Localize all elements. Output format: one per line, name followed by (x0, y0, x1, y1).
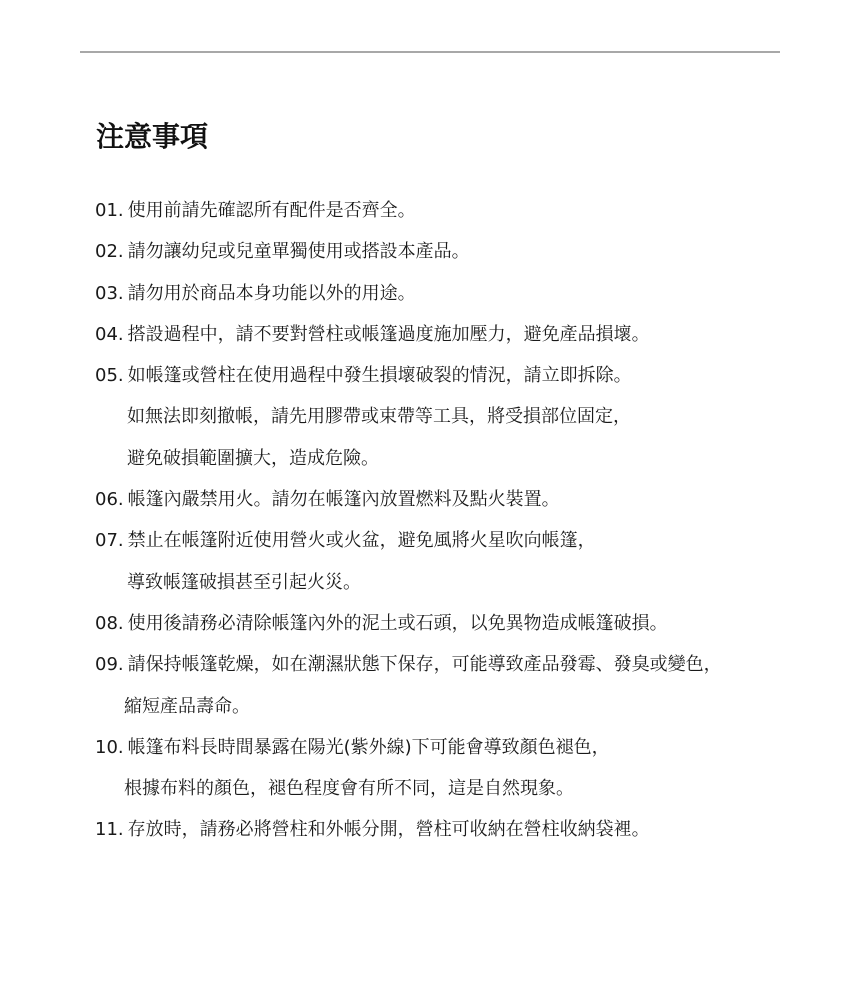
note-04 (95, 319, 785, 360)
note-09-continuation (95, 691, 785, 732)
note-11 (95, 814, 785, 855)
note-text: 請勿用於商品本身功能以外的用途。 (127, 282, 416, 304)
note-text: 縮短產品壽命。 (124, 695, 250, 717)
note-text: 如帳篷或營柱在使用過程中發生損壞破裂的情況，請立即拆除。 (127, 365, 632, 387)
note-number: 01. (95, 200, 124, 221)
note-08 (95, 608, 785, 649)
note-number: 11. (95, 819, 124, 841)
note-number: 10. (95, 736, 124, 758)
note-07-continuation (95, 567, 785, 608)
note-02 (95, 236, 785, 277)
note-06 (95, 484, 785, 525)
note-text: 存放時，請務必將營柱和外帳分開，營柱可收納在營柱收納袋裡。 (127, 819, 650, 841)
note-text: 禁止在帳篷附近使用營火或火盆，避免風將火星吹向帳篷， (127, 530, 596, 552)
note-05 (95, 360, 785, 401)
note-text: 帳篷布料長時間暴露在陽光(紫外線)下可能會導致顏色褪色， (127, 736, 610, 758)
note-text: 導致帳篷破損甚至引起火災。 (127, 571, 361, 593)
note-text: 根據布料的顏色，褪色程度會有所不同，這是自然現象。 (124, 778, 574, 800)
note-05-continuation (95, 401, 785, 442)
note-10-continuation (95, 773, 785, 814)
top-divider (80, 51, 780, 53)
note-text: 請保持帳篷乾燥，如在潮濕狀態下保存，可能導致產品發霉、發臭或變色， (127, 654, 722, 676)
note-number: 07. (95, 530, 124, 552)
note-number: 08. (95, 612, 124, 634)
note-03 (95, 278, 785, 319)
note-01 (95, 195, 785, 236)
note-09 (95, 649, 785, 690)
note-text: 搭設過程中，請不要對營柱或帳篷過度施加壓力，避免產品損壞。 (127, 323, 650, 345)
note-text: 避免破損範圍擴大，造成危險。 (127, 447, 379, 469)
note-number: 03. (95, 282, 124, 304)
note-text: 使用前請先確認所有配件是否齊全。 (127, 200, 416, 221)
note-text: 使用後請務必清除帳篷內外的泥土或石頭，以免異物造成帳篷破損。 (127, 612, 668, 634)
note-number: 02. (95, 241, 124, 263)
note-05-continuation (95, 443, 785, 484)
note-number: 04. (95, 323, 124, 345)
note-text: 請勿讓幼兒或兒童單獨使用或搭設本產品。 (127, 241, 470, 263)
note-number: 06. (95, 489, 124, 511)
page-title: 注意事項 (96, 120, 209, 153)
note-text: 帳篷內嚴禁用火。請勿在帳篷內放置燃料及點火裝置。 (127, 489, 560, 511)
notes-list (95, 195, 785, 856)
note-number: 05. (95, 365, 124, 387)
note-text: 如無法即刻撤帳，請先用膠帶或束帶等工具，將受損部位固定， (127, 406, 631, 428)
note-number: 09. (95, 654, 124, 676)
note-07 (95, 525, 785, 566)
note-10 (95, 732, 785, 773)
